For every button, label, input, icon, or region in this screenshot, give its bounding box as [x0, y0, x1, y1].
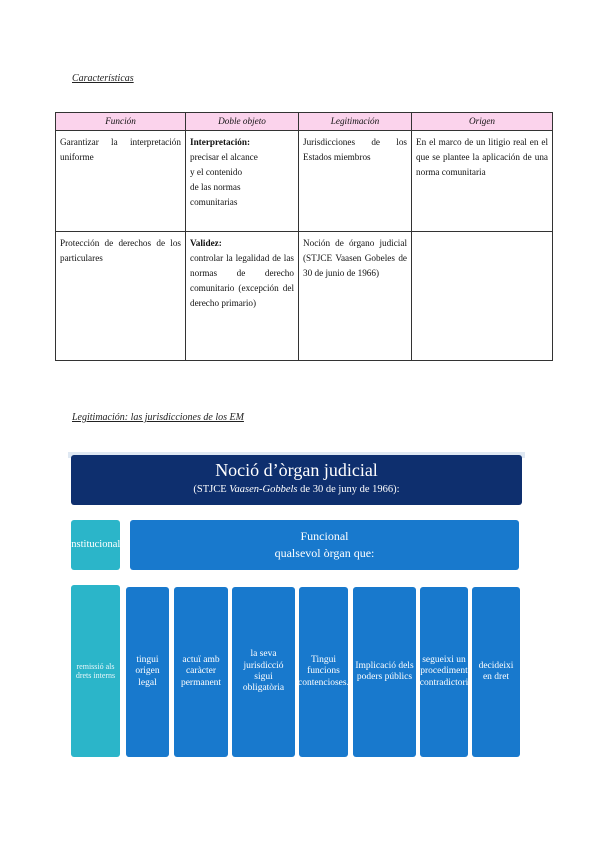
doble-objeto-line: y el contenido — [190, 166, 243, 177]
criterion-box: Tingui funcions contencioses. — [299, 587, 348, 757]
cell-doble-objeto — [186, 131, 299, 232]
section-heading-legitimacion: Legitimación: las jurisdicciones de los EM — [72, 412, 244, 423]
doble-objeto-title: Interpretación: — [190, 137, 251, 147]
cell-funcion: Protección de derechos de los particulares — [56, 232, 186, 361]
institucional-box: Institucional: — [71, 520, 120, 570]
funcional-subtitle: qualsevol òrgan que: — [274, 546, 375, 560]
cell-funcion: Garantizar la interpretación uniforme — [56, 131, 186, 232]
doble-objeto-line: de las normas — [190, 181, 241, 192]
table-row — [56, 131, 553, 232]
doble-objeto-text: controlar la legalidad de las normas de derecho comunitario (excepción del derecho primario) — [190, 252, 294, 308]
table-row — [56, 232, 553, 361]
criterion-box: Implicació dels poders públics — [353, 587, 416, 757]
doble-objeto-title: Validez: — [190, 238, 222, 248]
criterion-box: tingui origen legal — [126, 587, 169, 757]
diagram-title: Noció d’òrgan judicial — [215, 460, 378, 480]
characteristics-table — [55, 112, 553, 361]
header-doble-objeto: Doble objeto — [186, 113, 299, 131]
header-origen: Origen — [412, 113, 553, 131]
criterion-box: la seva jurisdicció sigui obligatòria — [232, 587, 295, 757]
cell-legitimacion: Noción de órgano judicial (STJCE Vaasen Gobeles de 30 de junio de 1966) — [299, 232, 412, 361]
section-heading-caracteristicas: Características — [72, 73, 134, 84]
funcional-box — [130, 520, 519, 570]
diagram-title-box — [71, 455, 522, 505]
diagram-subtitle: (STJCE Vaasen-Gobbels de 30 de juny de 1966): — [193, 484, 400, 495]
remissio-box: remissió als drets interns — [71, 585, 120, 757]
cell-doble-objeto — [186, 232, 299, 361]
cell-origen: En el marco de un litigio real en el que se plantee la aplicación de una norma comunitaria — [412, 131, 553, 232]
criterion-box: actuï amb caràcter permanent — [174, 587, 228, 757]
header-legitimacion: Legitimación — [299, 113, 412, 131]
criterion-box: segueixi un procediment contradictori — [420, 587, 468, 757]
doble-objeto-line: precisar el alcance — [190, 151, 258, 162]
funcional-title: Funcional — [300, 529, 349, 544]
cell-legitimacion: Jurisdicciones de los Estados miembros — [299, 131, 412, 232]
header-funcion: Función — [56, 113, 186, 131]
organ-judicial-diagram — [68, 452, 525, 760]
cell-origen — [412, 232, 553, 361]
table-header-row — [56, 113, 553, 131]
criterion-box: decideixi en dret — [472, 587, 520, 757]
doble-objeto-line: comunitarias — [190, 196, 238, 207]
